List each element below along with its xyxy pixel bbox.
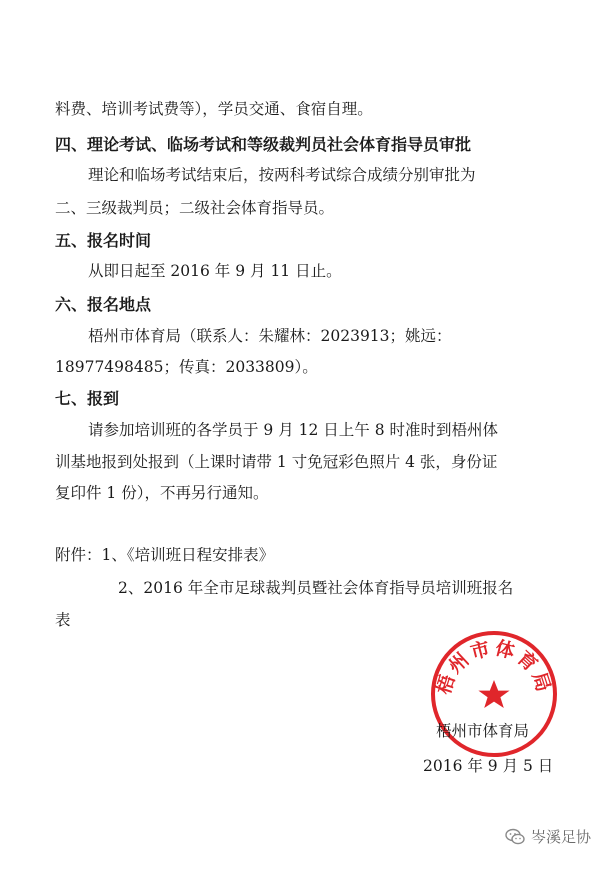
attachment-line-2: 2、2016 年全市足球裁判员暨社会体育指导员培训班报名 bbox=[118, 579, 514, 597]
watermark bbox=[505, 826, 591, 847]
date: 2016 年 9 月 5 日 bbox=[423, 757, 554, 775]
signer: 梧州市体育局 bbox=[436, 722, 530, 740]
body-line-7: 请参加培训班的各学员于 9 月 12 日上午 8 时准时到梧州体 bbox=[88, 421, 499, 439]
seal-text: 梧州市体育局 bbox=[432, 637, 556, 698]
watermark-text: 岑溪足协 bbox=[530, 828, 591, 846]
body-line-4: 从即日起至 2016 年 9 月 11 日止。 bbox=[88, 262, 342, 280]
body-line-8: 训基地报到处报到（上课时请带 1 寸免冠彩色照片 4 张，身份证 bbox=[55, 453, 498, 471]
attachment-line-1: 附件：1、《培训班日程安排表》 bbox=[55, 546, 275, 564]
section-heading-5: 五、报名时间 bbox=[55, 231, 152, 250]
body-line-6: 18977498485；传真：2033809）。 bbox=[55, 358, 318, 376]
section-heading-4: 四、理论考试、临场考试和等级裁判员社会体育指导员审批 bbox=[55, 135, 472, 154]
body-line-1: 料费、培训考试费等），学员交通、食宿自理。 bbox=[55, 100, 373, 118]
body-line-3: 二、三级裁判员；二级社会体育指导员。 bbox=[55, 199, 335, 217]
wechat-icon bbox=[505, 828, 525, 846]
section-heading-6: 六、报名地点 bbox=[55, 295, 152, 314]
attachment-line-3: 表 bbox=[55, 611, 71, 629]
seal-star-icon bbox=[478, 680, 509, 708]
body-line-2: 理论和临场考试结束后，按两科考试综合成绩分别审批为 bbox=[88, 166, 476, 184]
body-line-9: 复印件 1 份），不再另行通知。 bbox=[55, 484, 269, 502]
body-line-5: 梧州市体育局（联系人：朱耀林：2023913；姚远： bbox=[88, 327, 452, 345]
section-heading-7: 七、报到 bbox=[55, 389, 120, 408]
